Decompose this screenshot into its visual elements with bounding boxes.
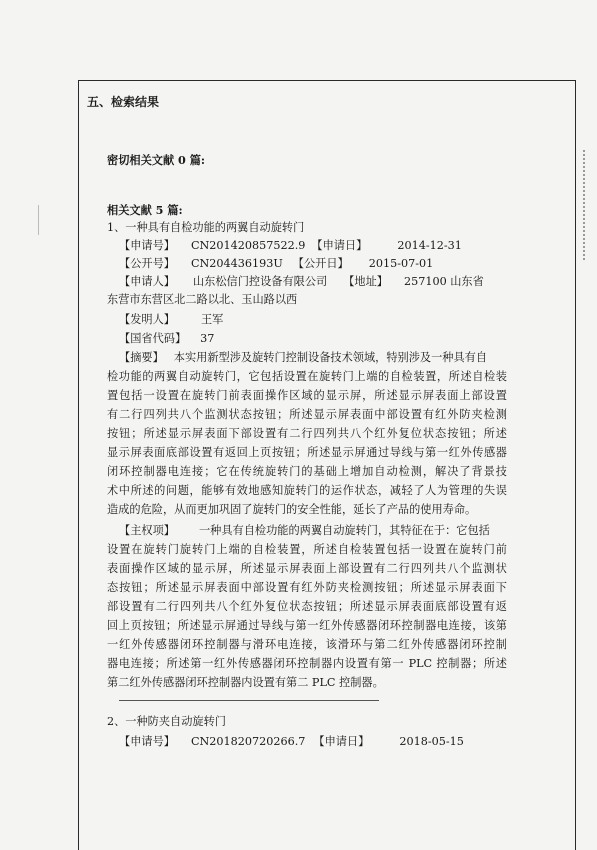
entry2-app-date-label: 【申请日】 <box>313 735 370 748</box>
entry1-inventor: 王军 <box>200 313 224 326</box>
section-title: 五、检索结果 <box>87 95 160 109</box>
entry1-claims-first <box>119 524 490 538</box>
entry1-abstract-first <box>119 351 487 365</box>
entry1-claims-line: 器电连接；所述第一红外传感器闭环控制器内设置有第一 PLC 控制器；所述 <box>107 657 507 670</box>
entry2-title: 2、一种防夹自动旋转门 <box>107 715 226 728</box>
search-results-frame <box>78 80 576 850</box>
entry1-address-2: 东营市东营区北二路以北、玉山路以西 <box>107 293 298 306</box>
entry1-address-label: 【地址】 <box>343 275 388 288</box>
closely-related-count: 密切相关文献 0 篇: <box>107 153 206 167</box>
entry2-app-date: 2018-05-15 <box>399 735 464 748</box>
scan-mark-left <box>30 205 39 235</box>
entry1-app-no-label: 【申请号】 <box>119 239 175 252</box>
entry2-app-no: CN201820720266.7 <box>190 735 306 748</box>
entry1-claims-line: 表面操作区域的显示屏，所述显示屏表面上部设置有二行四列共八个监测状 <box>107 562 507 575</box>
entry1-app-row <box>119 239 462 253</box>
entry1-abstract-line: 闭环控制器电连接；它在传统旋转门的基础上增加自动检测，解决了背景技 <box>107 465 507 478</box>
entry1-abstract-line: 有二行四列共八个监测状态按钮；所述显示屏表面中部设置有红外防夹检测 <box>107 408 507 421</box>
entry1-claims-line: 一种具有自检功能的两翼自动旋转门，其特征在于：它包括 <box>198 524 490 537</box>
entry1-pub-no: CN204436193U <box>190 257 283 270</box>
entry1-abstract-line: 显示屏表面底部设置有返回上页按钮；所述显示屏通过导线与第一红外传感器 <box>107 446 507 459</box>
entry1-claims-line: 一红外传感器闭环控制器与滑环电连接，该滑环与第二红外传感器闭环控制 <box>107 638 507 651</box>
entry1-abstract-line: 按钮；所述显示屏表面下部设置有二行四列共八个红外复位状态按钮；所述 <box>107 427 507 440</box>
entry1-app-date-label: 【申请日】 <box>311 239 368 252</box>
entry1-abstract-label: 【摘要】 <box>119 351 164 364</box>
entry1-province-row <box>119 332 214 346</box>
entry1-abstract-line: 检功能的两翼自动旋转门，它包括设置在旋转门上端的自检装置，所述自检装 <box>107 370 507 383</box>
scan-mark-right <box>583 150 593 260</box>
entry1-abstract-line: 术中所述的问题，能够有效地感知旋转门的运作状态，减轻了人为管理的失误 <box>107 484 507 497</box>
entry1-app-no: CN201420857522.9 <box>190 239 306 252</box>
entry1-abstract-line: 造成的危险，从而更加巩固了旋转门的安全性能，延长了产品的使用寿命。 <box>107 503 477 516</box>
entry1-claims-line: 设置在旋转门旋转门上端的自检装置，所述自检装置包括一设置在旋转门前 <box>107 543 507 556</box>
entry-separator <box>119 700 379 701</box>
entry1-claims-line: 回上页按钮；所述显示屏通过导线与第一红外传感器闭环控制器电连接，该第 <box>107 619 507 632</box>
entry1-app-date: 2014-12-31 <box>397 239 462 252</box>
entry1-inventor-row <box>119 313 223 327</box>
entry1-applicant: 山东松信门控设备有限公司 <box>192 275 328 288</box>
entry1-province-label: 【国省代码】 <box>119 332 187 345</box>
entry2-app-no-label: 【申请号】 <box>119 735 175 748</box>
entry1-abstract-line: 置包括一设置在旋转门前表面操作区域的显示屏，所述显示屏表面上部设置 <box>107 389 507 402</box>
entry2-app-row <box>119 735 464 749</box>
entry1-applicant-label: 【申请人】 <box>119 275 175 288</box>
entry1-inventor-label: 【发明人】 <box>119 313 175 326</box>
entry1-pub-date: 2015-07-01 <box>368 257 434 270</box>
entry1-applicant-row <box>119 275 484 289</box>
entry1-claims-label: 【主权项】 <box>119 524 175 537</box>
entry1-claims-line: 第二红外传感器闭环控制器内设置有第二 PLC 控制器。 <box>107 676 384 689</box>
entry1-address-1: 257100 山东省 <box>403 275 484 288</box>
entry1-title: 1、一种具有自检功能的两翼自动旋转门 <box>107 221 305 234</box>
related-count: 相关文献 5 篇: <box>107 203 183 217</box>
entry1-province: 37 <box>200 332 215 345</box>
entry1-pub-no-label: 【公开号】 <box>119 257 175 270</box>
entry1-pub-date-label: 【公开日】 <box>292 257 349 270</box>
entry1-claims-line: 态按钮；所述显示屏表面中部设置有红外防夹检测按钮；所述显示屏表面下 <box>107 581 507 594</box>
entry1-claims-line: 部设置有二行四列共八个红外复位状态按钮；所述显示屏表面底部设置有返 <box>107 600 507 613</box>
entry1-abstract-line: 本实用新型涉及旋转门控制设备技术领域，特别涉及一种具有自 <box>173 351 488 364</box>
entry1-pub-row <box>119 257 433 271</box>
